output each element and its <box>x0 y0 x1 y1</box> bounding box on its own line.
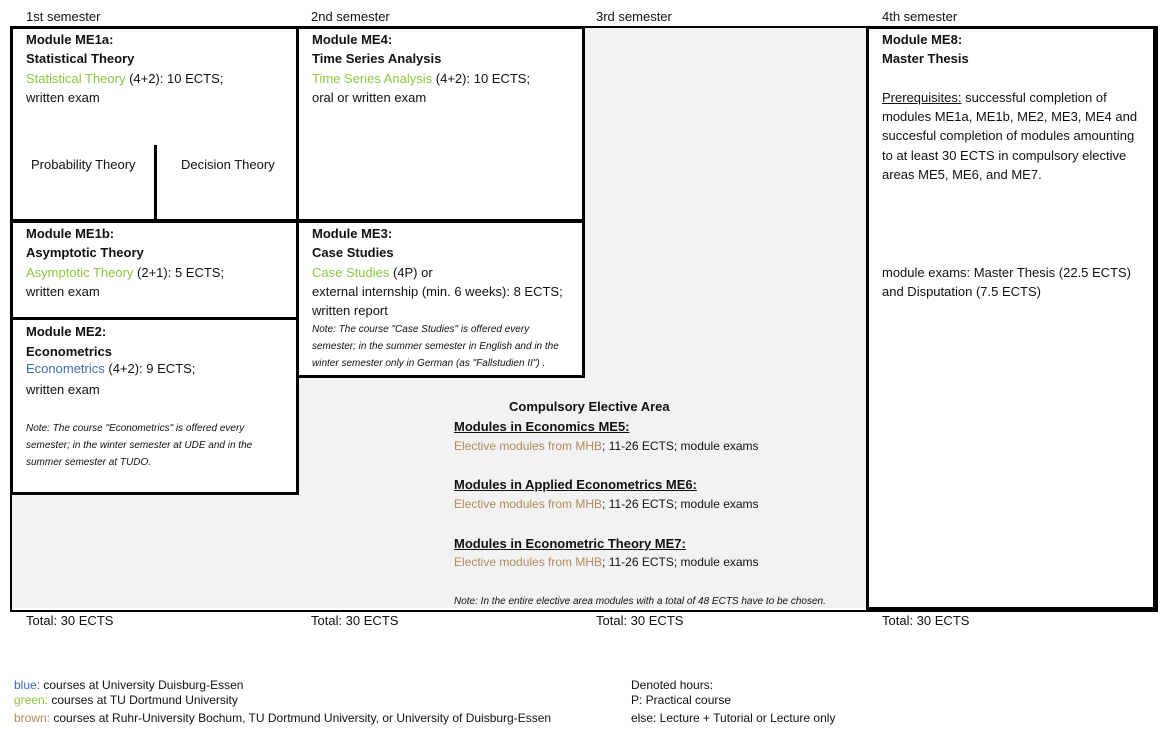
me1b-course-line <box>26 263 224 282</box>
me3-line3: written report <box>312 303 388 318</box>
elective-me5-rest: ; 11-26 ECTS; module exams <box>602 439 759 453</box>
module-me4-box <box>296 26 585 222</box>
legend-blue <box>14 678 243 692</box>
module-me1a-box <box>10 26 299 222</box>
legend-brown <box>14 711 551 725</box>
total-semester-4: Total: 30 ECTS <box>882 613 970 628</box>
semester-2-heading: 2nd semester <box>311 9 390 24</box>
me1a-course: Statistical Theory <box>26 71 126 86</box>
me8-prereq-line-1 <box>882 88 1107 107</box>
elective-me7-link[interactable]: Elective modules from MHB <box>454 555 603 569</box>
me3-note-1: Note: The course "Case Studies" is offered every <box>312 324 530 335</box>
legend-hours-title: Denoted hours: <box>631 678 714 692</box>
legend-blue-text: courses at University Duisburg-Essen <box>40 678 244 692</box>
me8-prereq-3: succesful completion of modules amounting <box>882 128 1135 143</box>
me2-exam: written exam <box>26 382 100 397</box>
me2-note-1: Note: The course "Econometrics" is offered every <box>26 423 245 434</box>
elective-area-note: Note: In the entire elective area modules with a total of 48 ECTS have to be chosen. <box>454 596 826 607</box>
me3-line2: external internship (min. 6 weeks): 8 ECTS; <box>312 284 563 299</box>
me3-title: Case Studies <box>312 245 394 260</box>
elective-me7-rest: ; 11-26 ECTS; module exams <box>602 555 759 569</box>
legend-green-label: green: <box>14 693 49 707</box>
me1a-title: Statistical Theory <box>26 51 135 66</box>
legend-hours-else: else: Lecture + Tutorial or Lecture only <box>631 711 836 725</box>
me1a-sub-decision: Decision Theory <box>181 157 275 172</box>
me4-course-rest: (4+2): 10 ECTS; <box>432 71 531 86</box>
elective-area-title: Compulsory Elective Area <box>509 399 670 414</box>
me4-title: Time Series Analysis <box>312 51 442 66</box>
me1b-head: Module ME1b: <box>26 226 115 241</box>
me1a-exam: written exam <box>26 90 100 105</box>
me2-course-line <box>26 359 195 378</box>
me8-exams-2: and Disputation (7.5 ECTS) <box>882 284 1041 299</box>
me1a-head: Module ME1a: <box>26 32 114 47</box>
legend-brown-label: brown: <box>14 711 51 725</box>
me3-course-rest: (4P) or <box>389 265 433 280</box>
semester-3-heading: 3rd semester <box>596 9 672 24</box>
module-me2-box <box>10 317 299 495</box>
elective-me5-heading: Modules in Economics ME5: <box>454 419 630 434</box>
semester-4-heading: 4th semester <box>882 9 958 24</box>
me8-prereq-label: Prerequisites: <box>882 90 962 105</box>
legend-hours-practical: P: Practical course <box>631 693 732 707</box>
elective-me5-link[interactable]: Elective modules from MHB <box>454 439 603 453</box>
module-me3-box <box>296 220 585 378</box>
me3-head: Module ME3: <box>312 226 393 241</box>
semester-1-heading: 1st semester <box>26 9 101 24</box>
me1a-sub-probability: Probability Theory <box>31 157 136 172</box>
total-semester-1: Total: 30 ECTS <box>26 613 114 628</box>
me8-exams-1: module exams: Master Thesis (22.5 ECTS) <box>882 265 1132 280</box>
me8-prereq-5: areas ME5, ME6, and ME7. <box>882 167 1042 182</box>
me2-note-2: semester; in the winter semester at UDE and in the <box>26 440 253 451</box>
me4-head: Module ME4: <box>312 32 393 47</box>
elective-me6-heading: Modules in Applied Econometrics ME6: <box>454 477 697 492</box>
me3-course: Case Studies <box>312 265 390 280</box>
me3-note-2: semester; in the summer semester in English and in the <box>312 341 559 352</box>
me4-course-line <box>312 69 530 88</box>
me1b-title: Asymptotic Theory <box>26 245 144 260</box>
me1b-course-rest: (2+1): 5 ECTS; <box>133 265 225 280</box>
elective-me5-line <box>454 437 759 456</box>
total-semester-2: Total: 30 ECTS <box>311 613 399 628</box>
module-me1b-box <box>10 220 299 320</box>
me1b-exam: written exam <box>26 284 100 299</box>
legend-green-text: courses at TU Dortmund University <box>48 693 238 707</box>
legend-green <box>14 693 238 707</box>
me3-note-3: winter semester only in German (as "Fallstudien II") . <box>312 358 546 369</box>
me2-note-3: summer semester at TUDO. <box>26 457 152 468</box>
legend-blue-label: blue: <box>14 678 41 692</box>
elective-me7-line <box>454 553 759 572</box>
me1a-course-line <box>26 69 223 88</box>
me2-course: Econometrics <box>26 361 105 376</box>
me2-head: Module ME2: <box>26 324 107 339</box>
me1b-course: Asymptotic Theory <box>26 265 134 280</box>
me4-course: Time Series Analysis <box>312 71 433 86</box>
me8-head: Module ME8: <box>882 32 963 47</box>
me4-exam: oral or written exam <box>312 90 427 105</box>
module-me8-box <box>866 26 1156 610</box>
total-semester-3: Total: 30 ECTS <box>596 613 684 628</box>
me8-prereq-2: modules ME1a, ME1b, ME2, ME3, ME4 and <box>882 109 1138 124</box>
me8-prereq-1: successful completion of <box>961 90 1107 105</box>
elective-me6-rest: ; 11-26 ECTS; module exams <box>602 497 759 511</box>
me1a-course-rest: (4+2): 10 ECTS; <box>125 71 224 86</box>
elective-me6-line <box>454 495 759 514</box>
legend-brown-text: courses at Ruhr-University Bochum, TU Dortmund University, or University of Duisburg-Essen <box>50 711 552 725</box>
elective-me6-link[interactable]: Elective modules from MHB <box>454 497 603 511</box>
me8-title: Master Thesis <box>882 51 969 66</box>
elective-me7-heading: Modules in Econometric Theory ME7: <box>454 536 686 551</box>
me3-course-line <box>312 263 433 282</box>
me2-course-rest: (4+2): 9 ECTS; <box>104 361 196 376</box>
me8-prereq-4: to at least 30 ECTS in compulsory elective <box>882 148 1127 163</box>
me2-title: Econometrics <box>26 344 112 359</box>
me1a-sub-divider <box>154 145 157 225</box>
